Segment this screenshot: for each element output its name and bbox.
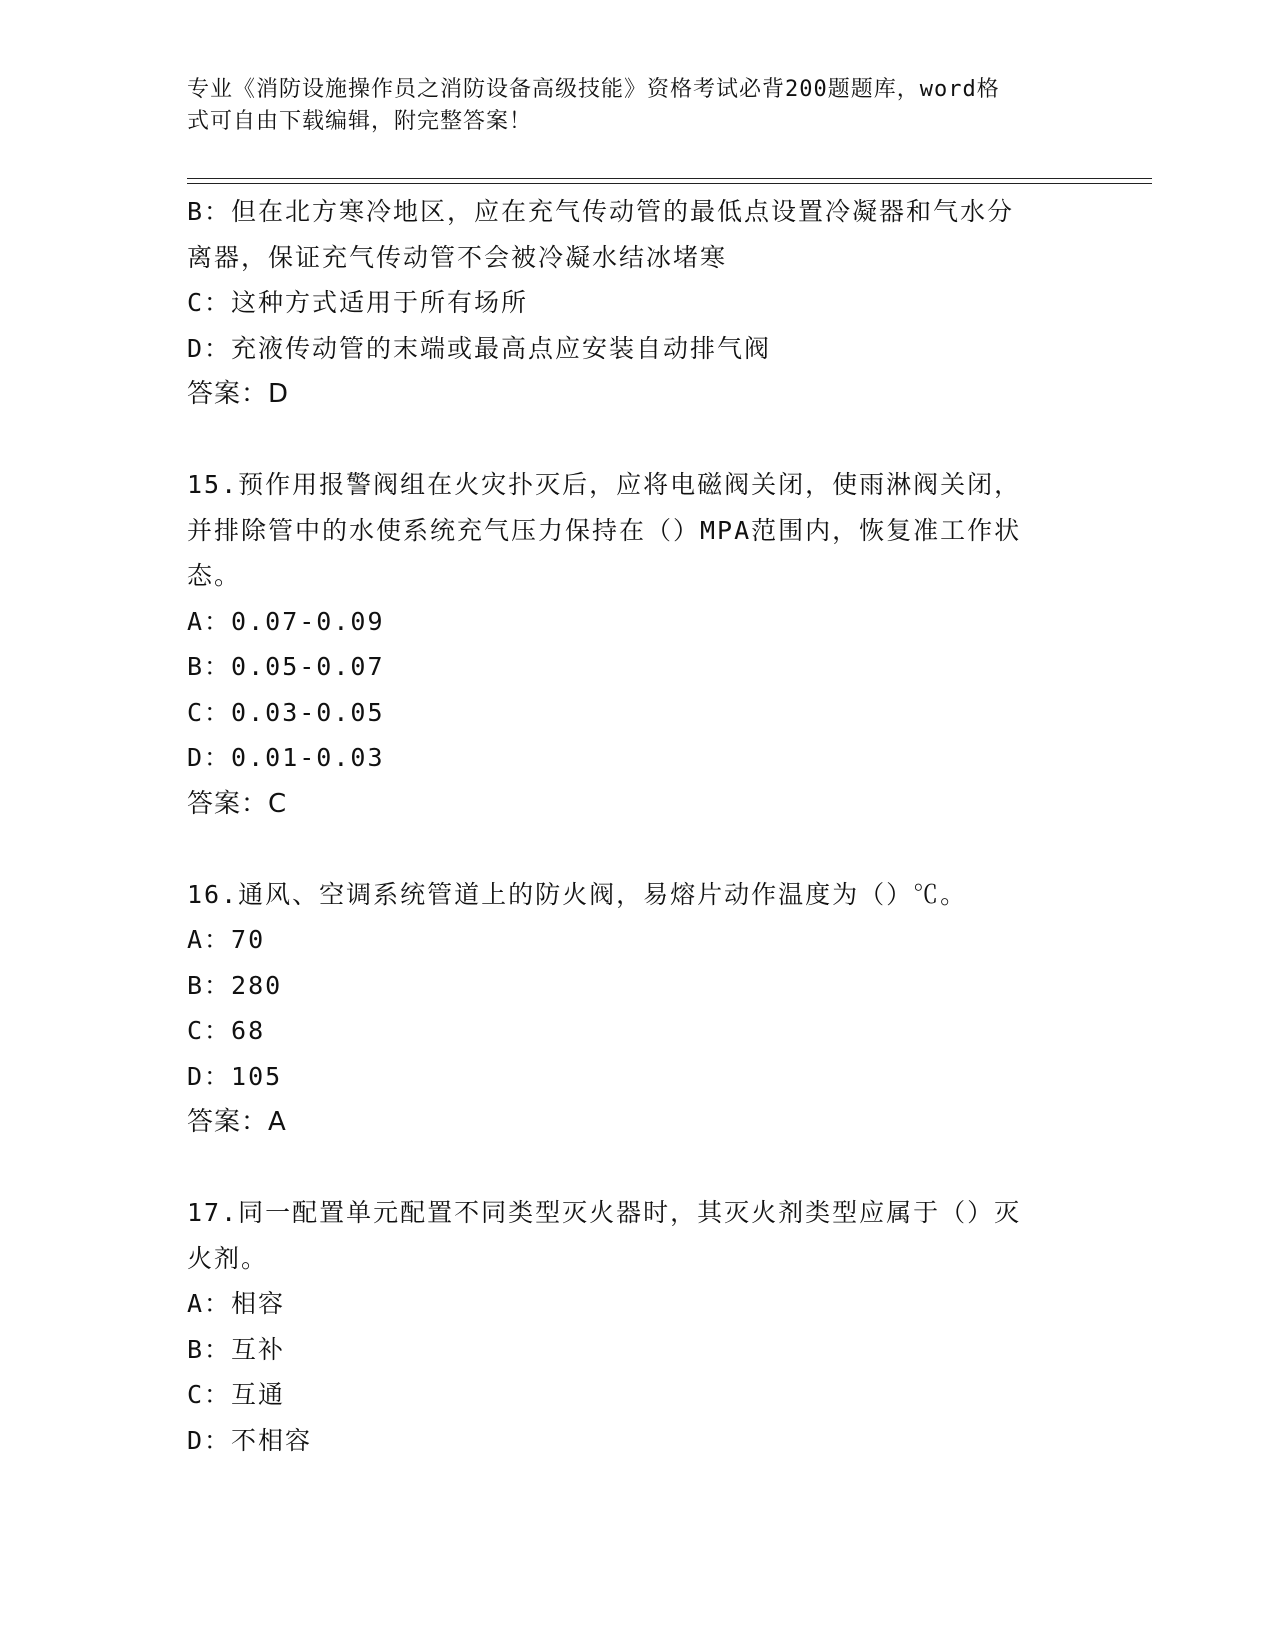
- header-line: 专业《消防设施操作员之消防设备高级技能》资格考试必背200题题库，word格: [187, 77, 1000, 102]
- option-c: C：这种方式适用于所有场所: [187, 288, 529, 317]
- answer: 答案：A: [187, 1107, 287, 1137]
- option-c: C：0.03-0.05: [187, 697, 385, 727]
- answer: 答案：D: [187, 379, 290, 409]
- option-c: C：68: [187, 1016, 266, 1045]
- spacer: [187, 417, 1087, 462]
- option-d: D：0.01-0.03: [187, 743, 385, 772]
- option-b: B：0.05-0.07: [187, 652, 385, 681]
- spacer: [187, 1145, 1087, 1190]
- header-divider: [187, 178, 1152, 179]
- option-b: B：280: [187, 970, 283, 1000]
- question-stem: 火剂。: [187, 1243, 269, 1273]
- option-d: D：充液传动管的末端或最高点应安装自动排气阀: [187, 333, 772, 363]
- answer: 答案：C: [187, 788, 288, 819]
- question-stem: 态。: [187, 561, 242, 590]
- question-stem: 16.通风、空调系统管道上的防火阀，易熔片动作温度为（）℃。: [187, 879, 968, 909]
- question-stem: 17.同一配置单元配置不同类型灭火器时，其灭火剂类型应属于（）灭: [187, 1198, 1022, 1227]
- question-14: [187, 189, 1087, 417]
- question-15: [187, 462, 1087, 827]
- question-17: [187, 1190, 1087, 1463]
- question-16: [187, 872, 1087, 1146]
- option-c: C：互通: [187, 1380, 286, 1409]
- option-b: B：互补: [187, 1334, 286, 1364]
- document-header: [187, 74, 1077, 138]
- header-line: 式可自由下载编辑，附完整答案！: [187, 109, 533, 134]
- option-a: A：相容: [187, 1289, 286, 1318]
- question-stem: 15.预作用报警阀组在火灾扑灭后，应将电磁阀关闭，使雨淋阀关闭，: [187, 470, 1022, 499]
- option-d: D：105: [187, 1061, 283, 1091]
- option-d: D：不相容: [187, 1425, 313, 1455]
- question-stem: 并排除管中的水使系统充气压力保持在（）MPA范围内，恢复准工作状: [187, 515, 1022, 545]
- spacer: [187, 827, 1087, 872]
- option-b-continued: 离器，保证充气传动管不会被冷凝水结冰堵寒: [187, 242, 728, 272]
- question-list: [187, 189, 1087, 1463]
- option-b: B：但在北方寒冷地区，应在充气传动管的最低点设置冷凝器和气水分: [187, 197, 1015, 226]
- header-divider: [187, 183, 1152, 184]
- option-a: A：0.07-0.09: [187, 606, 385, 636]
- option-a: A：70: [187, 925, 266, 954]
